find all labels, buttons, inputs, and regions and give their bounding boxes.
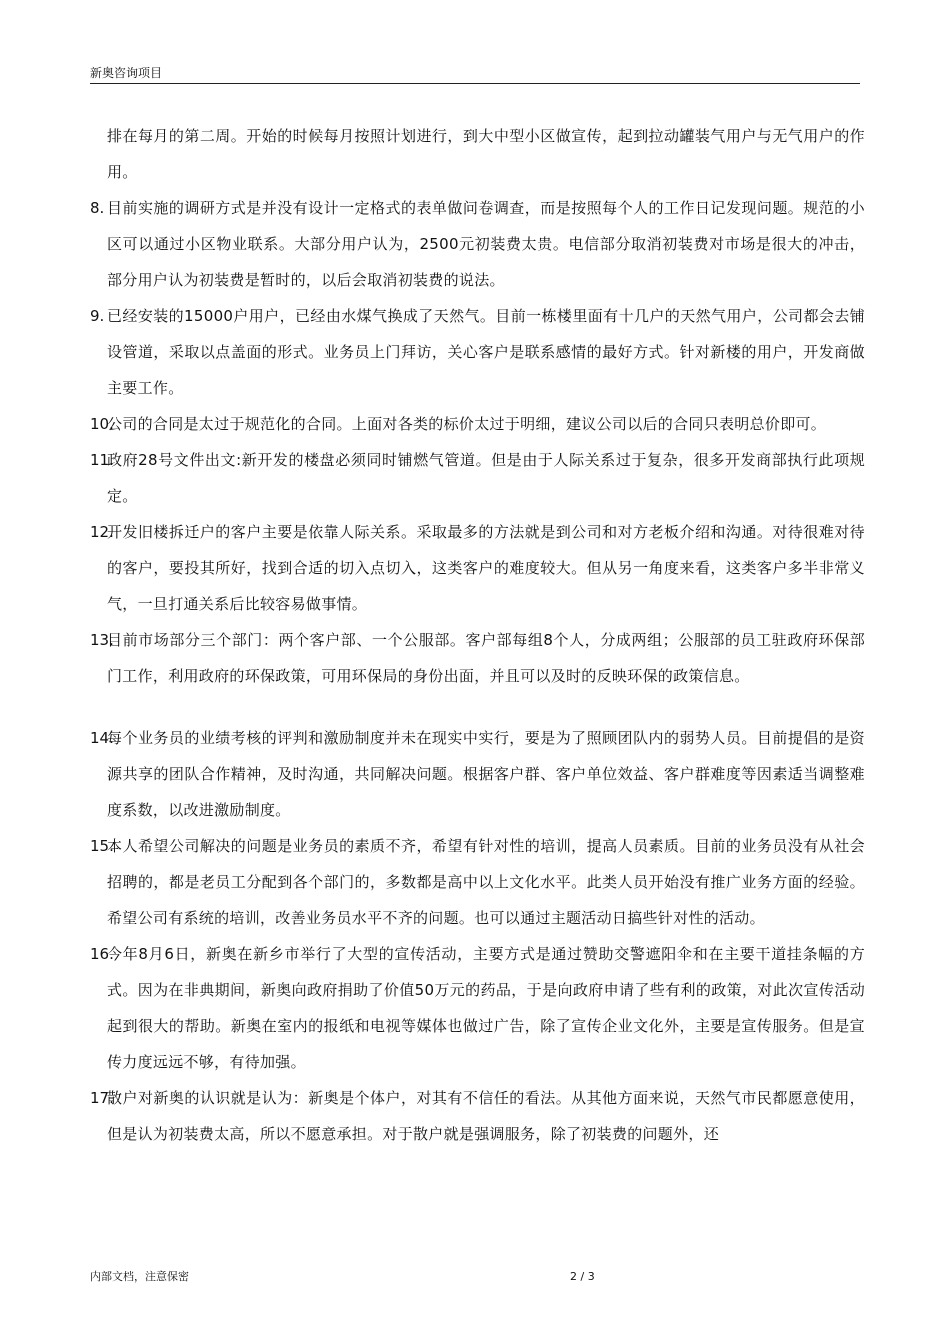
- list-item-number: 12.: [90, 523, 114, 541]
- list-item-text: 目前实施的调研方式是并没有设计一定格式的表单做问卷调查，而是按照每个人的工作日记发现问题。规范的小区可以通过小区物业联系。大部分用户认为，2500元初装费太贵。电信部分取消初装费对市场是很大的冲击，部分用户认为初装费是暂时的，以后会取消初装费的说法。: [107, 199, 865, 289]
- list-item-number: 8.: [90, 199, 105, 217]
- footer-page-number: 2 / 3: [570, 1270, 595, 1283]
- list-item-text: 散户对新奥的认识就是认为：新奥是个体户，对其有不信任的看法。从其他方面来说，天然气市民都愿意使用，但是认为初装费太高，所以不愿意承担。对于散户就是强调服务，除了初装费的问题外，还: [107, 1089, 865, 1143]
- list-item-16: [90, 936, 865, 1080]
- list-item-number: 15.: [90, 837, 114, 855]
- list-item-number: 13.: [90, 631, 114, 649]
- list-item-13: [90, 622, 865, 694]
- page-header-title: 新奥咨询项目: [90, 66, 163, 80]
- document-body: [90, 118, 865, 1152]
- list-item-continued: [90, 118, 865, 190]
- list-item-number: 9.: [90, 307, 105, 325]
- list-item-11: [90, 442, 865, 514]
- list-item-number: 10.: [90, 415, 114, 433]
- list-item-8: [90, 190, 865, 298]
- list-item-number: 14.: [90, 729, 114, 747]
- list-item-text: 每个业务员的业绩考核的评判和激励制度并未在现实中实行，要是为了照顾团队内的弱势人员。目前提倡的是资源共享的团队合作精神，及时沟通，共同解决问题。根据客户群、客户单位效益、客户群难度等因素适当调整难度系数，以改进激励制度。: [107, 729, 865, 819]
- list-item-text: 本人希望公司解决的问题是业务员的素质不齐，希望有针对性的培训，提高人员素质。目前的业务员没有从社会招聘的，都是老员工分配到各个部门的，多数都是高中以上文化水平。此类人员开始没有推广业务方面的经验。希望公司有系统的培训，改善业务员水平不齐的问题。也可以通过主题活动日搞些针对性的活动。: [107, 837, 865, 927]
- list-item-text: 目前市场部分三个部门：两个客户部、一个公服部。客户部每组8个人，分成两组；公服部的员工驻政府环保部门工作，利用政府的环保政策，可用环保局的身份出面，并且可以及时的反映环保的政策信息。: [107, 631, 865, 685]
- list-item-12: [90, 514, 865, 622]
- paragraph-gap: [90, 694, 865, 720]
- footer-confidential-note: 内部文档，注意保密: [90, 1270, 189, 1283]
- list-item-10: [90, 406, 865, 442]
- list-item-number: 17.: [90, 1089, 114, 1107]
- list-item-17: [90, 1080, 865, 1152]
- list-item-9: [90, 298, 865, 406]
- list-item-text: 已经安装的15000户用户，已经由水煤气换成了天然气。目前一栋楼里面有十几户的天然气用户，公司都会去铺设管道，采取以点盖面的形式。业务员上门拜访，关心客户是联系感情的最好方式。针对新楼的用户，开发商做主要工作。: [107, 307, 865, 397]
- list-item-text: 开发旧楼拆迁户的客户主要是依靠人际关系。采取最多的方法就是到公司和对方老板介绍和沟通。对待很难对待的客户，要投其所好，找到合适的切入点切入，这类客户的难度较大。但从另一角度来看，这类客户多半非常义气，一旦打通关系后比较容易做事情。: [107, 523, 865, 613]
- list-item-number: 11.: [90, 451, 114, 469]
- list-item-text: 公司的合同是太过于规范化的合同。上面对各类的标价太过于明细，建议公司以后的合同只表明总价即可。: [107, 415, 827, 433]
- header-divider: [90, 83, 860, 84]
- list-item-15: [90, 828, 865, 936]
- list-item-text: 政府28号文件出文:新开发的楼盘必须同时铺燃气管道。但是由于人际关系过于复杂，很多开发商部执行此项规定。: [107, 451, 865, 505]
- list-item-number: 16.: [90, 945, 114, 963]
- list-item-text: 今年8月6日，新奥在新乡市举行了大型的宣传活动，主要方式是通过赞助交警遮阳伞和在主要干道挂条幅的方式。因为在非典期间，新奥向政府捐助了价值50万元的药品，于是向政府申请了些有利的政策，对此次宣传活动起到很大的帮助。新奥在室内的报纸和电视等媒体也做过广告，除了宣传企业文化外，主要是宣传服务。但是宣传力度远远不够，有待加强。: [107, 945, 865, 1071]
- list-item-text: 排在每月的第二周。开始的时候每月按照计划进行，到大中型小区做宣传，起到拉动罐装气用户与无气用户的作用。: [107, 127, 865, 181]
- list-item-14: [90, 720, 865, 828]
